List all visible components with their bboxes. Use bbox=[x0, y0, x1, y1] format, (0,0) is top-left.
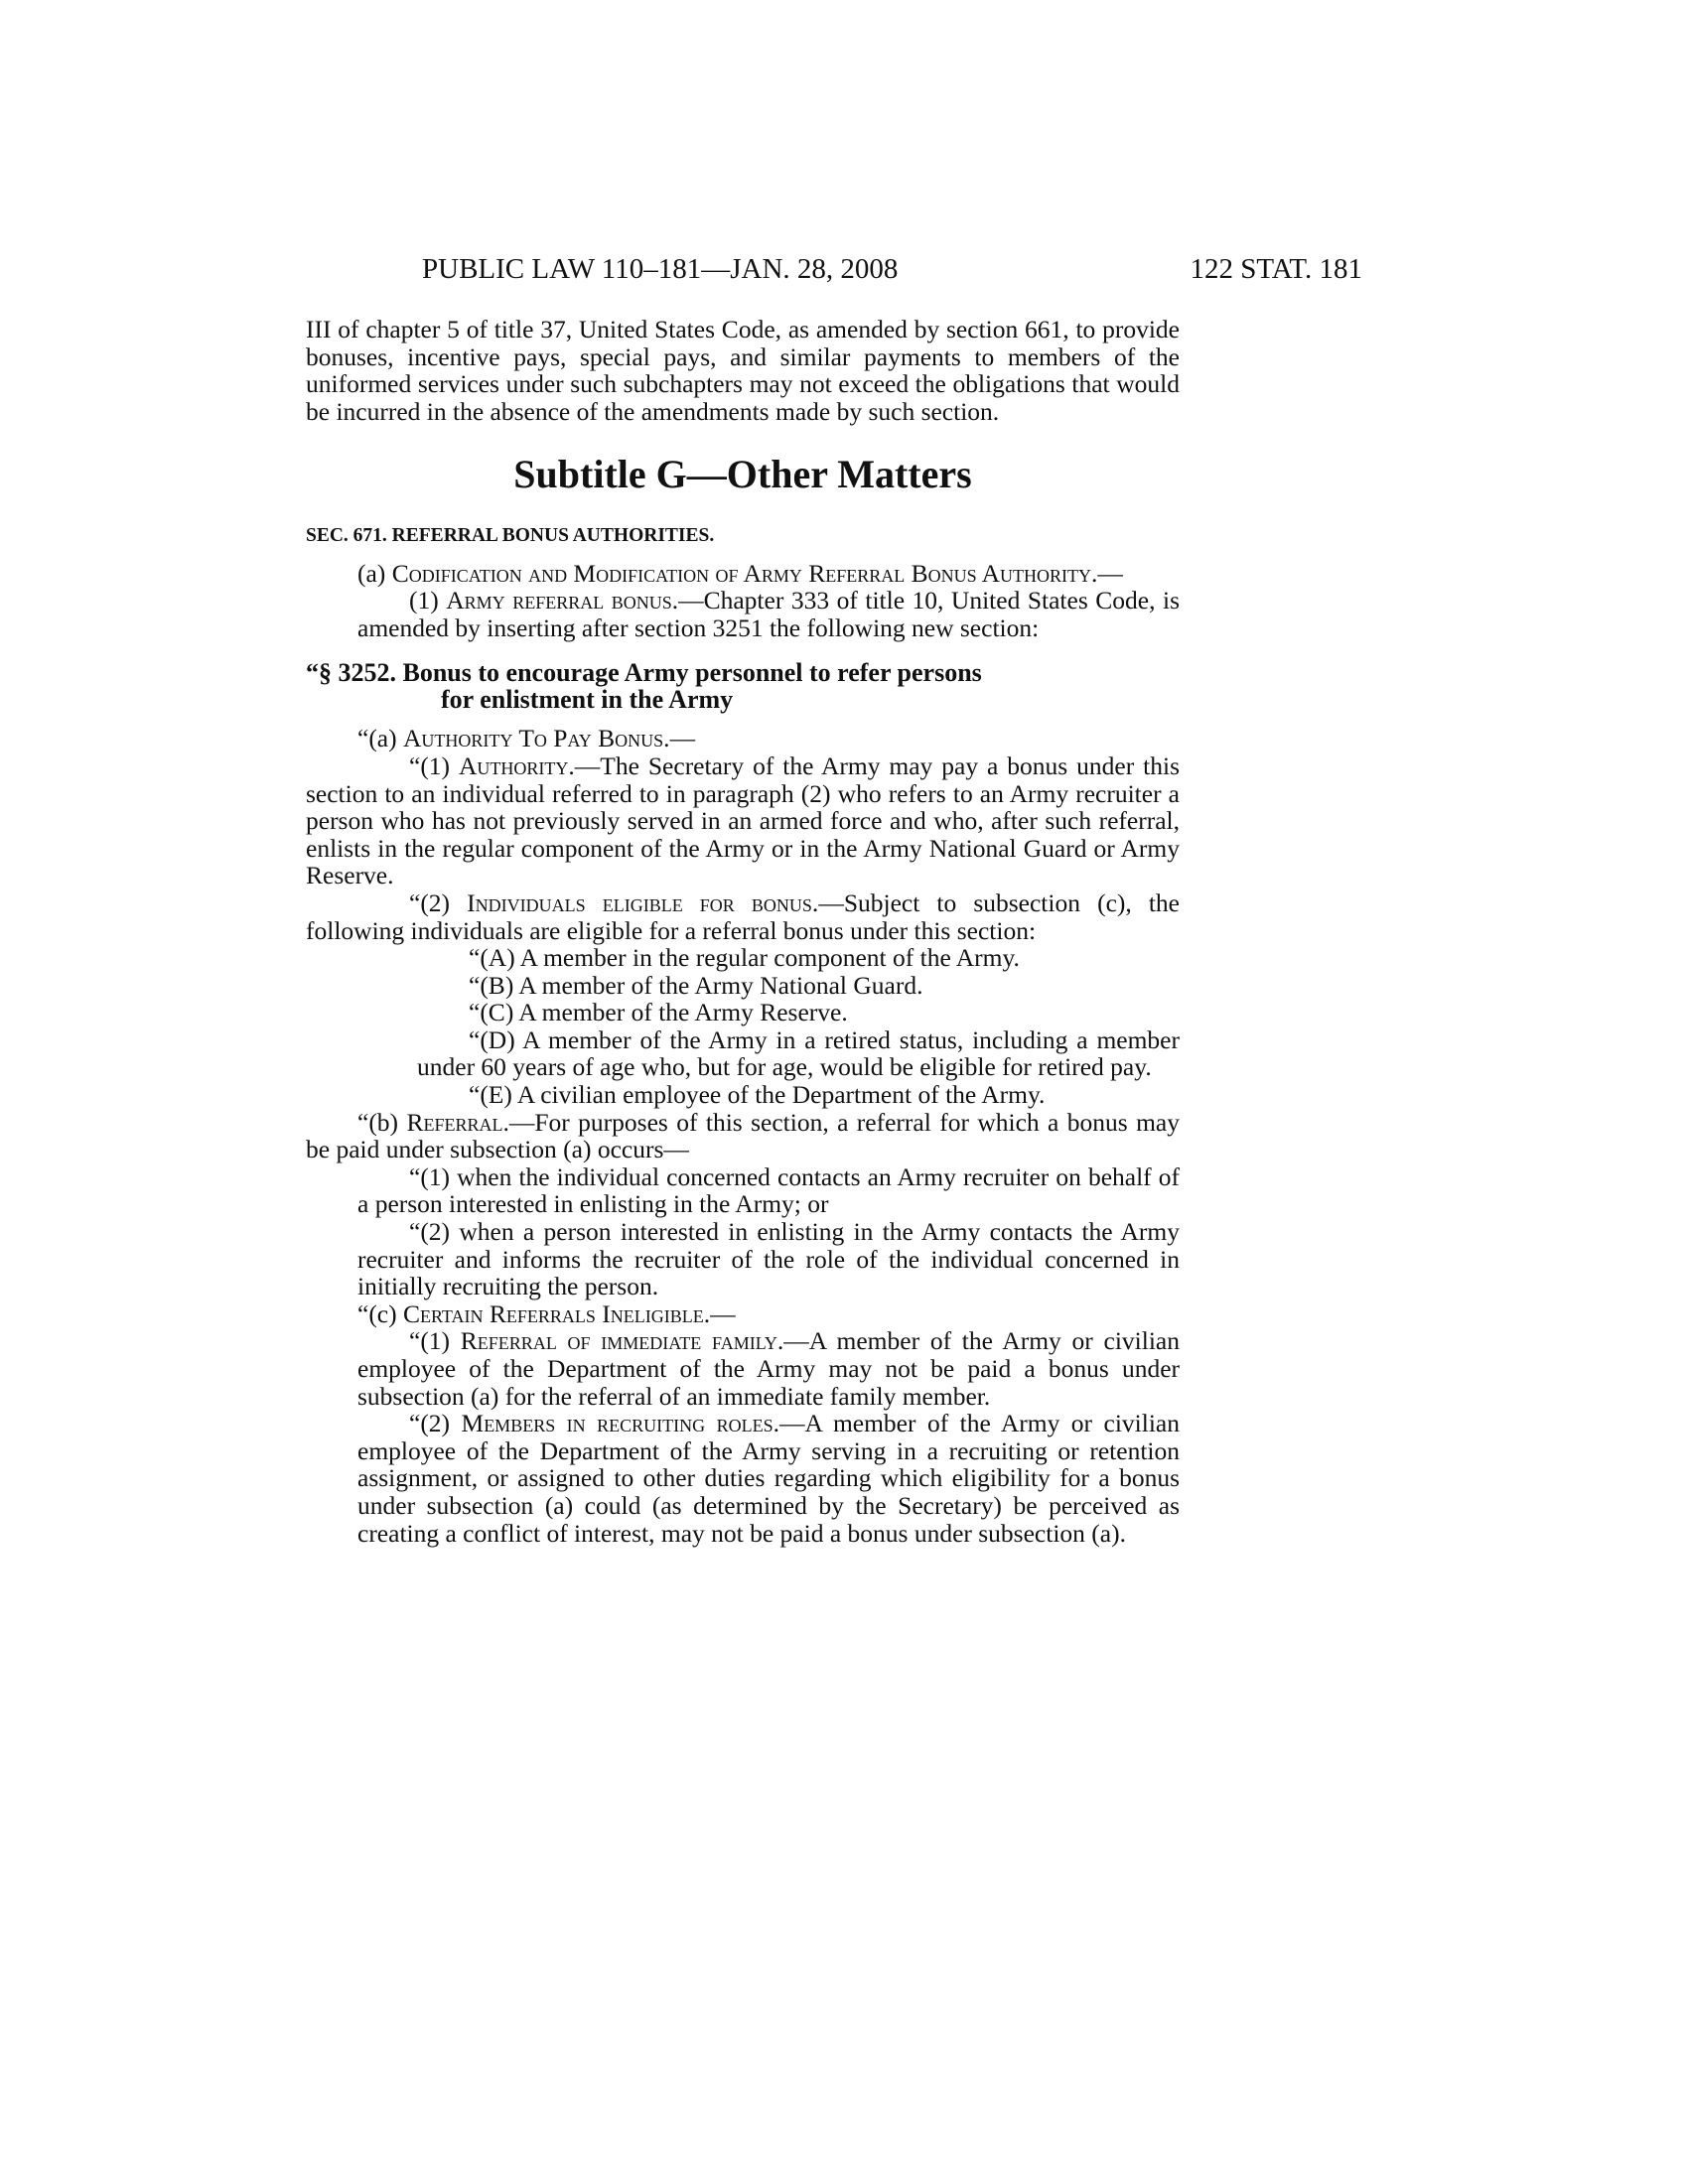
heading-text: Army referral bonus. bbox=[446, 586, 679, 615]
paragraph-a1 bbox=[306, 587, 1180, 641]
paragraph-text: —Subject to subsection (c), the following individuals are eligible for a referral bonus under this section: bbox=[306, 887, 1180, 945]
label: “(b) bbox=[357, 1107, 407, 1137]
paragraph-b-1: “(1) when the individual concerned contacts an Army recruiter on behalf of a person interested in enlisting in the Army; or bbox=[357, 1161, 1180, 1219]
label: (a) bbox=[357, 558, 392, 588]
label: “(1) bbox=[409, 1326, 461, 1356]
paragraph-c-1 bbox=[306, 1327, 1180, 1410]
document-body bbox=[306, 316, 1180, 1547]
paragraph-a-1 bbox=[306, 752, 1180, 889]
paragraph-text: —A member of the Army or civilian employee of the Department of the Army may not be paid a bonus under subsection (a) for the referral of an immediate family member. bbox=[357, 1326, 1180, 1411]
label: “(a) bbox=[357, 724, 403, 753]
list-item-a: “(A) A member in the regular component of the Army. bbox=[469, 943, 1020, 973]
subsection-a-heading bbox=[306, 560, 1180, 588]
label: “(c) bbox=[357, 1298, 403, 1328]
paragraph-text: —The Secretary of the Army may pay a bonus under this section to an individual referred to in paragraph (2) who refers to an Army recruiter a person who has not previously served in an armed force and who, after such referral, enlists in the regular component of the Army or in the Army National Guard or Army Reserve. bbox=[306, 751, 1180, 890]
label: “(2) bbox=[409, 1409, 462, 1438]
list-item-b: “(B) A member of the Army National Guard. bbox=[469, 970, 923, 1000]
subsection-a bbox=[306, 725, 1180, 752]
running-header bbox=[298, 253, 1390, 293]
heading-text: Codification and Modification of Army Referral Bonus Authority. bbox=[391, 558, 1098, 588]
intro-paragraph: III of chapter 5 of title 37, United States Code, as amended by section 661, to provide bonuses, incentive pays, special pays, and similar payments to members of the uniformed services under such subchapters may not exceed the obligations that would be incurred in the absence of the amendments made by such section. bbox=[306, 315, 1180, 426]
heading-text: Certain Referrals Ineligible. bbox=[403, 1298, 711, 1328]
label: “(2) bbox=[409, 887, 468, 917]
section-title: SEC. 671. REFERRAL BONUS AUTHORITIES. bbox=[306, 524, 715, 546]
label: (1) bbox=[409, 586, 447, 615]
new-section-heading-line2: for enlistment in the Army bbox=[441, 685, 734, 715]
header-page-ref: 122 STAT. 181 bbox=[1190, 253, 1362, 285]
dash: — bbox=[669, 724, 696, 753]
paragraph-a-2 bbox=[306, 889, 1180, 944]
heading-text: Members in recruiting roles. bbox=[461, 1409, 779, 1438]
heading-text: Authority To Pay Bonus. bbox=[403, 724, 670, 753]
subtitle-heading: Subtitle G—Other Matters bbox=[513, 452, 972, 497]
heading-text: Referral of immediate family. bbox=[460, 1326, 784, 1356]
list-item-e: “(E) A civilian employee of the Department of the Army. bbox=[469, 1080, 1046, 1110]
paragraph-text: —A member of the Army or civilian employee of the Department of the Army serving in a recruiting or retention assignment, or assigned to other duties regarding which eligibility for a bonus under subsection (a) could (as determined by the Secretary) be perceived as creating a conflict of interest, may not be paid a bonus under subsection (a). bbox=[357, 1409, 1180, 1548]
list-item-d: “(D) A member of the Army in a retired status, including a member under 60 years of age who, but for age, would be eligible for retired pay. bbox=[417, 1024, 1180, 1082]
heading-text: Authority. bbox=[459, 751, 575, 780]
subsection-b bbox=[306, 1109, 1180, 1163]
label: “(1) bbox=[409, 751, 459, 780]
list-item-c: “(C) A member of the Army Reserve. bbox=[469, 998, 848, 1027]
paragraph-text: —For purposes of this section, a referral for which a bonus may be paid under subsection (a) occurs— bbox=[306, 1107, 1180, 1164]
new-section-heading-line1: “§ 3252. Bonus to encourage Army personnel to refer persons bbox=[306, 658, 982, 688]
paragraph-c-2 bbox=[306, 1410, 1180, 1547]
heading-text: Individuals eligible for bonus. bbox=[467, 887, 819, 917]
dash: — bbox=[1097, 558, 1123, 588]
subsection-c bbox=[306, 1300, 1180, 1328]
header-title: PUBLIC LAW 110–181—JAN. 28, 2008 bbox=[422, 253, 899, 285]
paragraph-text: —Chapter 333 of title 10, United States Code, is amended by inserting after section 3251 the following new section: bbox=[357, 586, 1180, 642]
paragraph-b-2: “(2) when a person interested in enlisting in the Army contacts the Army recruiter and informs the recruiter of the role of the individual concerned in initially recruiting the person. bbox=[357, 1217, 1180, 1301]
new-section-heading bbox=[306, 659, 1180, 713]
heading-text: Referral. bbox=[406, 1107, 509, 1137]
dash: — bbox=[710, 1298, 736, 1328]
